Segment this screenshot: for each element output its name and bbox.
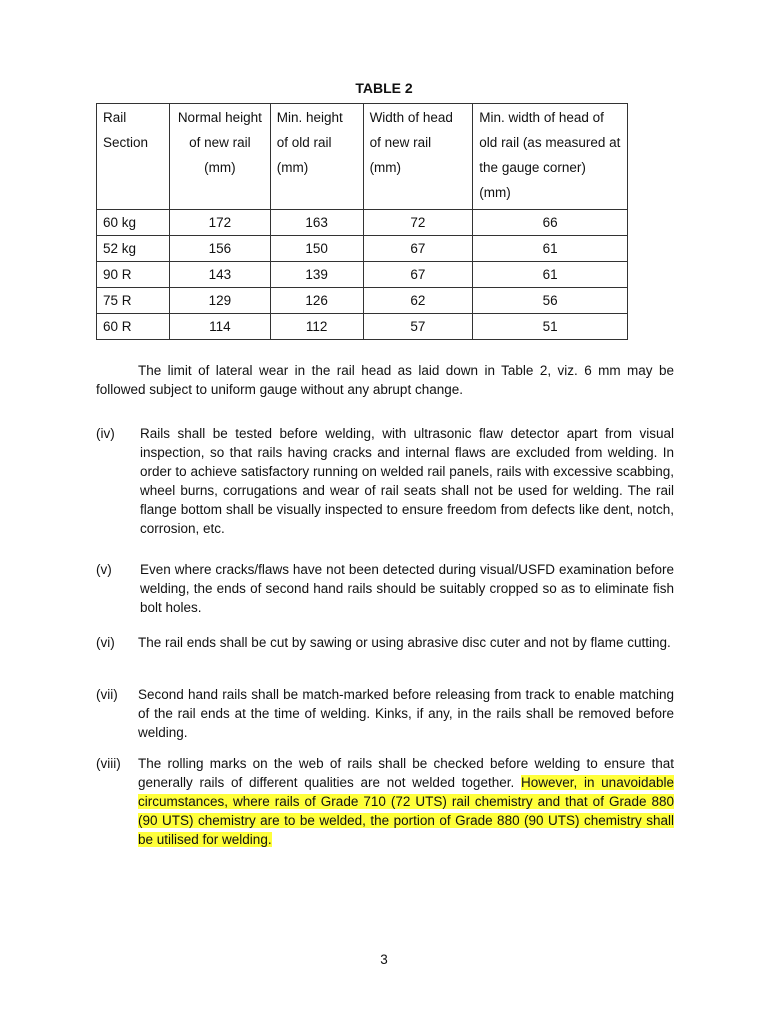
item-text: [138, 754, 674, 849]
item-number: (vi): [96, 635, 115, 650]
table-cell: 112: [270, 314, 363, 340]
header-min-width-head-old: Min. width of head of old rail (as measured at the gauge corner) (mm): [473, 104, 628, 210]
table-cell: 61: [473, 262, 628, 288]
table-cell: 51: [473, 314, 628, 340]
item-text: Second hand rails shall be match-marked before releasing from track to enable matching of the rail ends at the time of welding. Kinks, if any, in the rails shall be removed before welding.: [138, 687, 674, 740]
item-number: (vii): [96, 687, 118, 702]
table-cell: 139: [270, 262, 363, 288]
table-row: [97, 236, 628, 262]
table-cell: 75 R: [97, 288, 170, 314]
table-row: [97, 210, 628, 236]
item-text: Even where cracks/flaws have not been detected during visual/USFD examination before welding, the ends of second hand rails should be suitably cropped so as to eliminate fish bolt holes.: [140, 562, 674, 615]
table-cell: 163: [270, 210, 363, 236]
item-text: Rails shall be tested before welding, with ultrasonic flaw detector apart from visual inspection, so that rails having cracks and internal flaws are excluded from welding. In order to achieve satisfactory running on welded rail panels, rails with excessive scabbing, wheel burns, corrugations and wear of rail seats shall not be used for welding. The rail flange bottom shall be visually inspected to ensure freedom from defects like dent, notch, corrosion, etc.: [140, 426, 674, 536]
header-min-height-old: Min. height of old rail (mm): [270, 104, 363, 210]
table-cell: 62: [363, 288, 473, 314]
table-cell: 156: [169, 236, 270, 262]
table-cell: 126: [270, 288, 363, 314]
table-cell: 67: [363, 236, 473, 262]
table-cell: 66: [473, 210, 628, 236]
item-text: The rail ends shall be cut by sawing or using abrasive disc cuter and not by flame cutting.: [138, 635, 671, 650]
table-row: [97, 262, 628, 288]
table-row: [97, 314, 628, 340]
item-text-plain: The rolling marks on the web of rails shall be checked before welding to ensure that generally rails of different qualities are not welded together.: [138, 756, 674, 790]
table-cell: 60 kg: [97, 210, 170, 236]
table-row: [97, 288, 628, 314]
header-rail-section: Rail Section: [97, 104, 170, 210]
item-number: (viii): [96, 756, 121, 771]
table-cell: 129: [169, 288, 270, 314]
table-cell: 143: [169, 262, 270, 288]
table-cell: 72: [363, 210, 473, 236]
item-number: (iv): [96, 426, 115, 441]
table-header-row: [97, 104, 628, 210]
table-cell: 67: [363, 262, 473, 288]
table-cell: 61: [473, 236, 628, 262]
table-title: TABLE 2: [355, 80, 413, 96]
page-number: 3: [380, 952, 388, 967]
table-cell: 172: [169, 210, 270, 236]
table-cell: 114: [169, 314, 270, 340]
table-cell: 150: [270, 236, 363, 262]
intro-paragraph: The limit of lateral wear in the rail head as laid down in Table 2, viz. 6 mm may be followed subject to uniform gauge without any abrupt change.: [96, 363, 674, 397]
table-cell: 56: [473, 288, 628, 314]
table-cell: 52 kg: [97, 236, 170, 262]
header-normal-height-new: Normal height of new rail (mm): [169, 104, 270, 210]
item-number: (v): [96, 562, 112, 577]
table-cell: 60 R: [97, 314, 170, 340]
table-cell: 90 R: [97, 262, 170, 288]
rail-dimensions-table: [96, 103, 628, 340]
table-cell: 57: [363, 314, 473, 340]
header-width-head-new: Width of head of new rail (mm): [363, 104, 473, 210]
highlighted-text: However, in unavoidable circumstances, where rails of Grade 710 (72 UTS) rail chemistry and that of Grade 880 (90 UTS) chemistry are to be welded, the portion of Grade 880 (90 UTS) chemistry shall be utilised for welding.: [138, 775, 674, 847]
